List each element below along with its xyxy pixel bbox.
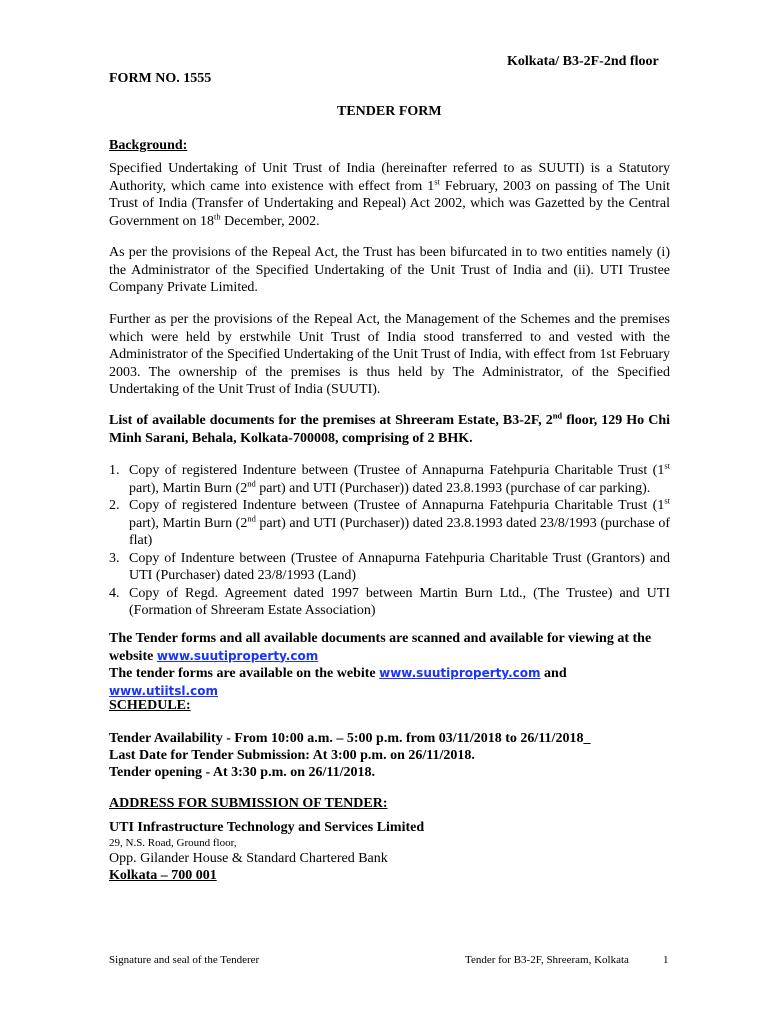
availability-notice: The Tender forms and all available documents are scanned and available for viewing at the website www.suutiproperty.com The tender forms are available on the webite www.suutiproperty.com and www.utiitsl.com: [109, 631, 652, 698]
tender-reference: Tender for B3-2F, Shreeram, Kolkata: [465, 954, 629, 966]
page-number: 1: [663, 954, 669, 966]
list-item: 3. Copy of Indenture between (Trustee of Annapurna Fatehpuria Charitable Trust (Grantors) and UTI (Purchaser) dated 23/8/1993 (Land): [109, 550, 670, 583]
documents-list: [109, 462, 670, 620]
background-paragraph-2: As per the provisions of the Repeal Act, the Trust has been bifurcated in to two entities namely (i) the Administrator of the Specified Undertaking of the Unit Trust of India and (ii). UTI Trustee Company Private Limited.: [109, 245, 670, 295]
address-landmark: Opp. Gilander House & Standard Chartered Bank: [109, 851, 388, 866]
signature-label: Signature and seal of the Tenderer: [109, 954, 260, 966]
tender-availability: Tender Availability - From 10:00 a.m. – 5:00 p.m. from 03/11/2018 to 26/11/2018_: [109, 731, 591, 746]
list-item: 4. Copy of Regd. Agreement dated 1997 between Martin Burn Ltd., (The Trustee) and UTI (Formation of Shreeram Estate Association): [109, 585, 670, 618]
page-title: TENDER FORM: [337, 104, 442, 119]
address-heading: ADDRESS FOR SUBMISSION OF TENDER:: [109, 796, 388, 811]
background-paragraph-3: Further as per the provisions of the Repeal Act, the Management of the Schemes and the premises which were held by erstwhile Unit Trust of India stood transferred to and vested with the Administrator of the Specified Undertaking of the Unit Trust of India, with effect from 1st February 2003. The ownership of the premises is thus held by The Administrator, of the Specified Undertaking of the Unit Trust of India (SUUTI).: [109, 312, 670, 397]
tender-opening: Tender opening - At 3:30 p.m. on 26/11/2018.: [109, 765, 376, 780]
website-link-utiitsl[interactable]: www.utiitsl.com: [109, 683, 218, 698]
schedule-heading: SCHEDULE:: [109, 698, 191, 713]
website-link-suutiproperty[interactable]: www.suutiproperty.com: [379, 666, 541, 680]
documents-heading: List of available documents for the premises at Shreeram Estate, B3-2F, 2nd floor, 129 Ho Chi Minh Sarani, Behala, Kolkata-700008, comprising of 2 BHK.: [109, 410, 670, 446]
address-city: Kolkata – 700 001: [109, 868, 217, 883]
list-item: 1. Copy of registered Indenture between (Trustee of Annapurna Fatehpuria Charitable Trust (1st part), Martin Burn (2nd part) and UTI (Purchaser)) dated 23.8.1993 (purchase of car parking).: [109, 460, 670, 496]
website-link[interactable]: www.suutiproperty.com: [156, 648, 319, 663]
form-number: FORM NO. 1555: [109, 71, 212, 86]
location-header: Kolkata/ B3-2F-2nd floor: [507, 54, 659, 69]
last-date-submission: Last Date for Tender Submission: At 3:00 p.m. on 26/11/2018.: [109, 748, 475, 763]
background-paragraph-1: Specified Undertaking of Unit Trust of India (hereinafter referred to as SUUTI) is a Statutory Authority, which came into existence with effect from 1st February, 2003 on passing of The Unit Trust of India (Transfer of Undertaking and Repeal) Act 2002, which was Gazetted by the Central Government on 18th December, 2002.: [109, 161, 670, 229]
street-address: 29, N.S. Road, Ground floor,: [109, 837, 237, 849]
background-heading: Background:: [109, 138, 188, 153]
list-item: 2. Copy of registered Indenture between (Trustee of Annapurna Fatehpuria Charitable Trust (1st part), Martin Burn (2nd part) and UTI (Purchaser)) dated 23.8.1993 dated 23/8/1993 (purchase of flat): [109, 495, 670, 548]
company-name: UTI Infrastructure Technology and Services Limited: [109, 820, 425, 835]
